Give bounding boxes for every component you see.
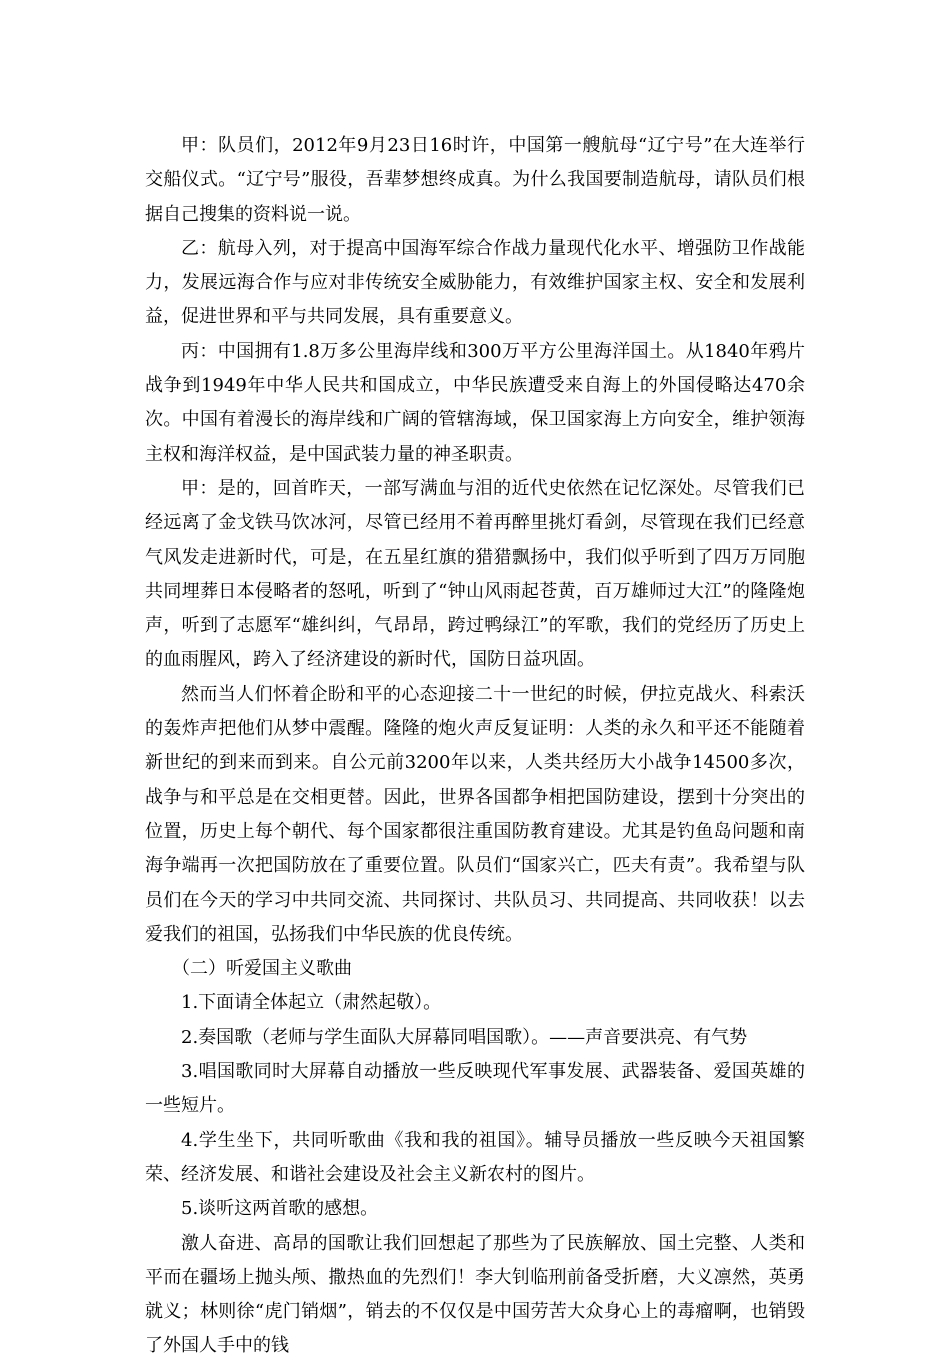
list-item: 4.学生坐下，共同听歌曲《我和我的祖国》。辅导员播放一些反映今天祖国繁荣、经济发展、和谐社会建设及社会主义新农村的图片。 [145,1129,805,1185]
list-item: 2.奏国歌（老师与学生面队大屏幕同唱国歌）。——声音要洪亮、有气势 [181,1026,748,1048]
paragraph: 甲：是的，回首昨天，一部写满血与泪的近代史依然在记忆深处。尽管我们已经远离了金戈铁马饮冰河，尽管已经用不着再醉里挑灯看剑，尽管现在我们已经意气风发走进新时代，可是，在五星红旗的猎猎飘扬中，我们似乎听到了四万万同胞共同埋葬日本侵略者的怒吼，听到了“钟山风雨起苍黄，百万雄师过大江”的隆隆炮声，听到了志愿军“雄纠纠，气昂昂，跨过鸭绿江”的军歌，我们的党经历了历史上的血雨腥风，跨入了经济建设的新时代，国防日益巩固。 [145,477,805,671]
list-item: 5.谈听这两首歌的感想。 [181,1198,379,1220]
paragraph: 激人奋进、高昂的国歌让我们回想起了那些为了民族解放、国土完整、人类和平而在疆场上抛头颅、撒热血的先烈们！李大钊临刑前备受折磨，大义凛然，英勇就义；林则徐“虎门销烟”，销去的不仅仅是中国劳苦大众身心上的毒瘤啊，也销毁了外国人手中的钱 [145,1232,805,1357]
paragraph: 甲：队员们，2012年9月23日16时许，中国第一艘航母“辽宁号”在大连举行交船仪式。“辽宁号”服役，吾辈梦想终成真。为什么我国要制造航母，请队员们根据自己搜集的资料说一说。 [145,135,805,225]
list-item: 3.唱国歌同时大屏幕自动播放一些反映现代军事发展、武器装备、爱国英雄的一些短片。 [145,1061,805,1117]
paragraph: 乙：航母入列，对于提高中国海军综合作战力量现代化水平、增强防卫作战能力，发展远海合作与应对非传统安全威胁能力，有效维护国家主权、安全和发展利益，促进世界和平与共同发展，具有重要意义。 [145,237,805,328]
list-item: 1.下面请全体起立（肃然起敬）。 [181,992,442,1014]
paragraph: 丙：中国拥有1.8万多公里海岸线和300万平方公里海洋国土。从1840年鸦片战争到1949年中华人民共和国成立，中华民族遭受来自海上的外国侵略达470余次。中国有着漫长的海岸线和广阔的管辖海域，保卫国家海上方向安全，维护领海主权和海洋权益，是中国武装力量的神圣职责。 [145,340,805,465]
document-body [145,129,805,1364]
section-heading: （二）听爱国主义歌曲 [172,958,352,980]
paragraph: 然而当人们怀着企盼和平的心态迎接二十一世纪的时候，伊拉克战火、科索沃的轰炸声把他们从梦中震醒。隆隆的炮火声反复证明：人类的永久和平还不能随着新世纪的到来而到来。自公元前3200年以来，人类共经历大小战争14500多次，战争与和平总是在交相更替。因此，世界各国都争相把国防建设，摆到十分突出的位置，历史上每个朝代、每个国家都很注重国防教育建设。尤其是钓鱼岛问题和南海争端再一次把国防放在了重要位置。队员们“国家兴亡，匹夫有责”。我希望与队员们在今天的学习中共同交流、共同探讨、共队员习、共同提高、共同收获！以去爱我们的祖国，弘扬我们中华民族的优良传统。 [145,683,805,945]
